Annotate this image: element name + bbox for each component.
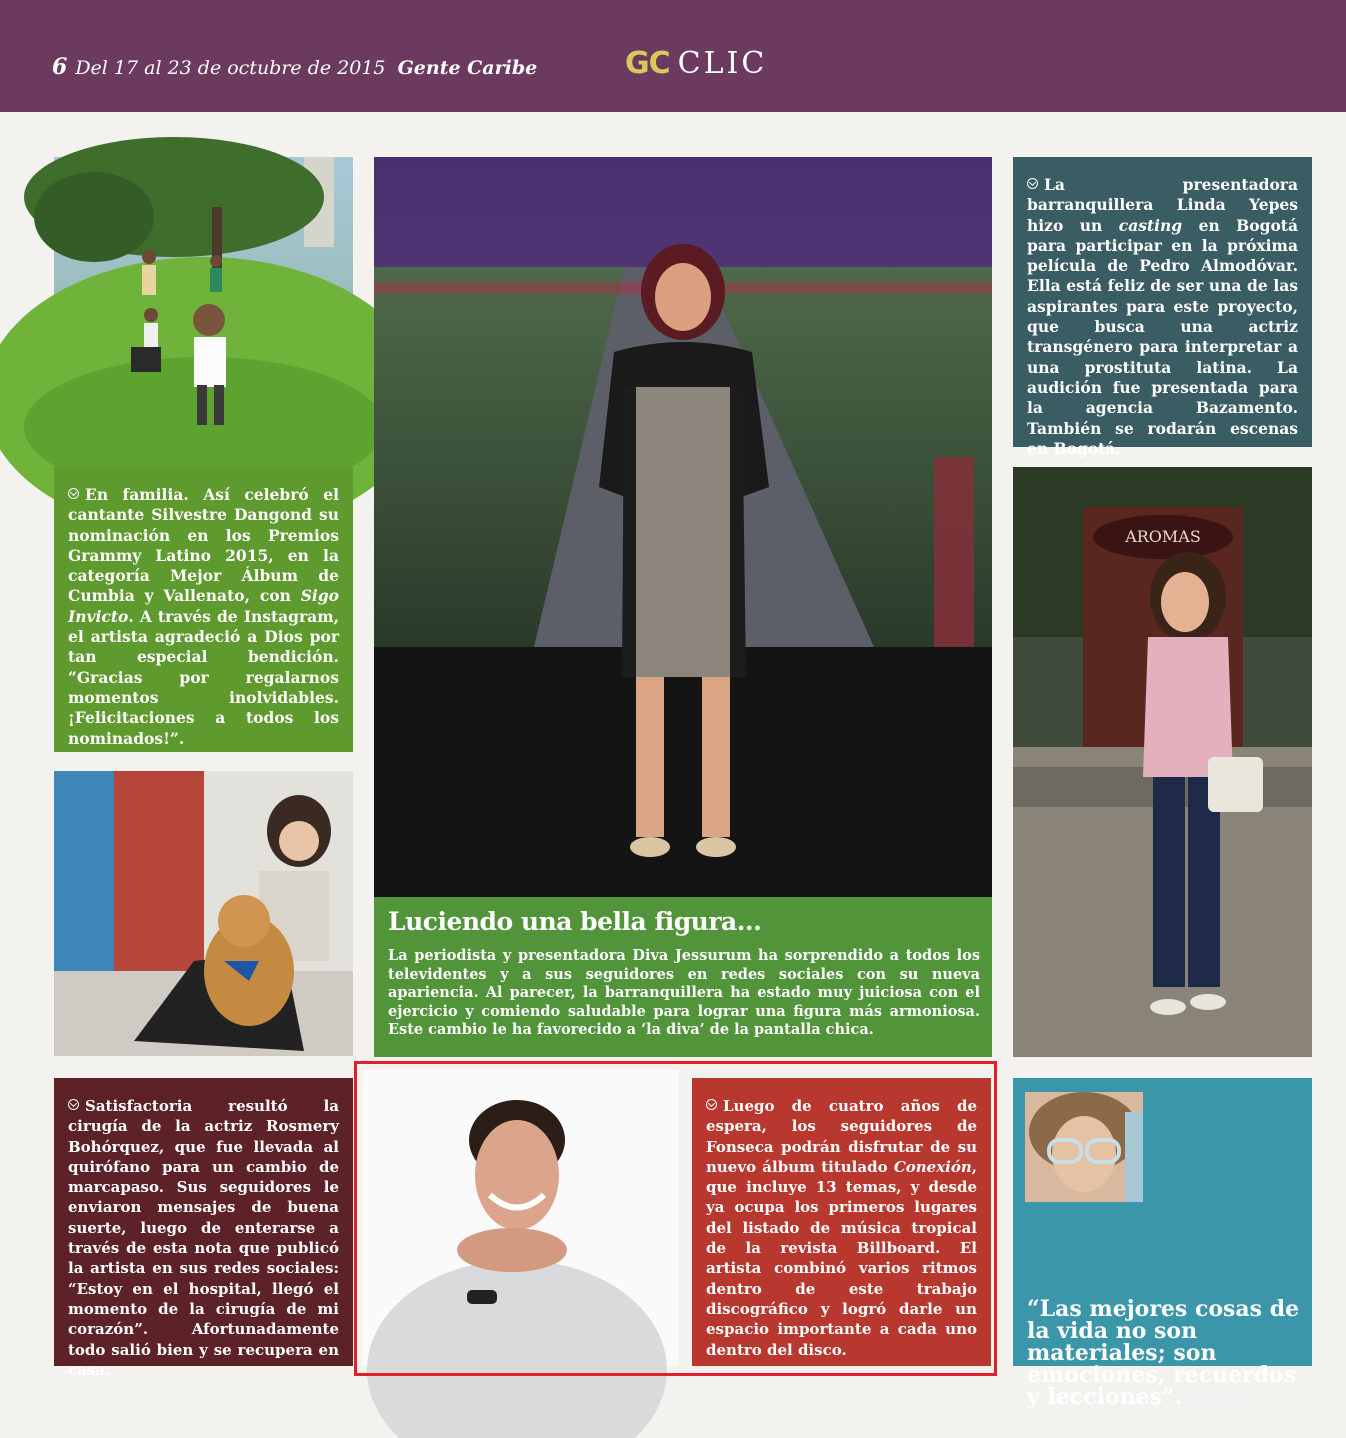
linda-yepes-photo <box>1013 467 1312 1057</box>
silvestre-family-photo <box>54 157 353 445</box>
bullet-icon <box>1027 178 1038 189</box>
linda-yepes-story-text: La presentadora barranquillera Linda Yepes hizo un casting en Bogotá para participar en la próxima película de Pedro Almodóvar. Ella está feliz de ser una de las aspirantes para este proyecto, que busca una actriz transgénero para interpretar a una prostituta latina. La audición fue presentada para la agencia Bazamento. También se rodarán escenas en Bogotá. <box>1027 175 1298 458</box>
highlight-frame <box>354 1061 997 1376</box>
quote-author: KATHERINE PORTO <box>1027 1393 1272 1434</box>
feature-body: La periodista y presentadora Diva Jessurum ha sorprendido a todos los televidentes y a sus seguidores en redes sociales con su nueva apariencia. Al parecer, la barranquillera ha estado muy juiciosa con el ejercicio y comiendo saludable para lograr una figura más armoniosa. Este cambio le ha favorecido a ‘la diva’ de la pantalla chica. <box>388 947 980 1038</box>
rosmery-story-tile <box>54 1078 353 1379</box>
publication-name: Gente Caribe <box>397 57 538 79</box>
rosmery-with-dog-photo <box>54 771 353 1056</box>
silvestre-story-tile <box>54 467 353 752</box>
feature-title: Luciendo una bella figura... <box>388 907 762 936</box>
page-number: 6 <box>52 54 68 80</box>
header-bar <box>0 0 1346 112</box>
katherine-porto-photo <box>1025 1092 1143 1202</box>
bullet-icon <box>68 488 79 499</box>
feature-caption-tile <box>374 897 992 1057</box>
quote-block <box>1027 1298 1307 1438</box>
diva-jessurum-photo <box>374 157 992 897</box>
section-name: CLIC <box>677 46 768 81</box>
folio-line <box>52 54 537 80</box>
issue-date: Del 17 al 23 de octubre de 2015 <box>75 57 386 79</box>
bullet-icon <box>68 1099 79 1110</box>
section-heading <box>625 46 767 81</box>
quote-tile <box>1013 1078 1312 1434</box>
silvestre-story-text: En familia. Así celebró el cantante Silvestre Dangond su nominación en los Premios Grammy Latino 2015, en la categoría Mejor Álbum de Cumbia y Vallenato, con Sigo Invicto. A través de Instagram, el artista agradeció a Dios por tan especial bendición. “Gracias por regalarnos momentos inolvidables. ¡Felicitaciones a todos los nominados!”. <box>68 485 339 748</box>
quote-text: “Las mejores cosas de la vida no son materiales; son emociones, recuerdos y lecciones”. <box>1027 1296 1300 1410</box>
cafe-sign-text: AROMAS <box>1125 527 1201 546</box>
linda-yepes-story-tile <box>1013 157 1312 458</box>
rosmery-story-text: Satisfactoria resultó la cirugía de la actriz Rosmery Bohórquez, que fue llevada al quirófano para un cambio de marcapaso. Sus seguidores le enviaron mensajes de buena suerte, luego de enterarse a través de esta nota que publicó la artista en sus redes sociales: “Estoy en el hospital, llegó el momento de la cirugía de mi corazón”. Afortunadamente todo salió bien y se recupera en casa. <box>68 1097 339 1379</box>
fonseca-story-text: Luego de cuatro años de espera, los seguidores de Fonseca podrán disfrutar de su nuevo álbum titulado Conexión, que incluye 13 temas, y desde ya ocupa los primeros lugares del listado de música tropical de la revista Billboard. El artista combinó varios ritmos dentro de este trabajo discográfico y logró darle un espacio importante a cada uno dentro del disco. <box>706 1097 977 1359</box>
gc-logo: GC <box>625 46 670 81</box>
